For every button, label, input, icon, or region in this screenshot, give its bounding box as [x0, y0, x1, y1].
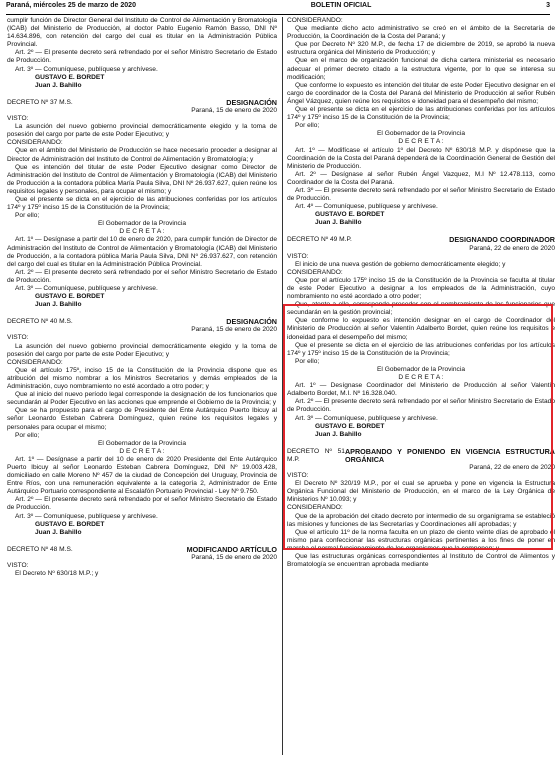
paragraph: Que conforme lo expuesto es intención del titular de este Poder Ejecutivo designar en el cargo de coordinador de la Costa del Paraná del Ministerio de Producción al señor Rubén Ángel Vázquez, quien reúne los requisitos e idoneidad para el desempeño del mismo; — [287, 81, 555, 105]
section-label: VISTO: — [287, 252, 309, 260]
paragraph: Art. 1º — Desígnase a partir del 10 de enero de 2020 Presidente del Ente Autárquico Puerto Ibicuy al señor Leonardo Esteban Cabrera Domínguez, DNI Nº 19.003.428, domiciliado en calle Moreno Nº 457 de la ciudad de Concepción del Uruguay, Provincia de Entre Ríos, con una remuneración equivalente a la categoría 2, Administrador de Ente Autárquico Portuario correspondiente al Escalafón Portuario Provincial - Ley Nº 9.750. — [7, 455, 277, 496]
paragraph: Art. 2º — El presente decreto será refrendado por el señor Ministro Secretario de Estado de Producción. — [287, 398, 555, 414]
signature-minister: Juan J. Bahillo — [315, 430, 362, 438]
section-label: CONSIDERANDO: — [7, 358, 63, 366]
paragraph: Que se ha propuesto para el cargo de Presidente del Ente Autárquico Puerto Ibicuy al señor Leonardo Esteban Cabrera Domínguez, quien reúne los requisitos legales y personales para ocupar el mismo; — [7, 407, 277, 431]
paragraph: Art. 1º — Modifícase el artículo 1º del Decreto Nº 630/18 M.P. y dispónese que la Coordinación de la Costa del Paraná dependerá de la Coordinación General de Gestión del Ministerio de Producción. — [287, 146, 555, 170]
decree-title: DESIGNANDO COORDINADOR — [449, 235, 555, 245]
signature-governor: GUSTAVO E. BORDET — [35, 520, 105, 528]
paragraph: Por ello; — [295, 122, 320, 130]
spacer — [7, 309, 277, 314]
paragraph: Que el presente se dicta en el ejercicio de las atribuciones conferidas por los artículos 174º y 175º inciso 15 de la Constitución de la Provincia; — [287, 341, 555, 357]
paragraph: Que mediante dicho acto administrativo se creó en el ámbito de la Secretaría de Producción, la Coordinación de la Costa del Paraná; y — [287, 25, 555, 41]
decree-formula: D E C R E T A : — [119, 447, 165, 455]
paragraph: Art. 3º — Comuníquese, publíquese y archívese. — [15, 512, 158, 520]
spacer — [7, 537, 277, 542]
signature-minister: Juan J. Bahillo — [315, 219, 362, 227]
section-label: VISTO: — [7, 334, 29, 342]
decree-formula: D E C R E T A : — [119, 228, 165, 236]
decree-header — [7, 99, 277, 107]
paragraph: Por ello; — [15, 212, 40, 220]
decree-header — [7, 546, 277, 554]
decree-title: APROBANDO Y PONIENDO EN VIGENCIA ESTRUCTURA ORGÁNICA — [344, 446, 555, 464]
decree-title: DESIGNACIÓN — [226, 97, 277, 107]
section-label: CONSIDERANDO: — [7, 139, 63, 147]
section-label: VISTO: — [7, 562, 29, 569]
decree-number: DECRETO Nº 48 M.S. — [7, 545, 73, 553]
decree-date: Paraná, 15 de enero de 2020 — [191, 106, 277, 114]
paragraph: Que en el ámbito del Ministerio de Producción se hace necesario proceder a designar al Director de Administración del Instituto de Control de Alimentación y Bromatología; y — [7, 147, 277, 163]
paragraph: Art. 2º — Desígnase al señor Rubén Ángel Vazquez, M.I Nº 12.478.113, como Coordinador de la Costa del Paraná. — [287, 170, 555, 186]
decree-formula: El Gobernador de la Provincia — [98, 439, 186, 447]
paragraph: Art. 3º — Comuníquese, publíquese y archívese. — [15, 285, 158, 292]
highlight-box-decreto-49 — [283, 304, 553, 550]
decree-header — [7, 318, 277, 326]
paragraph: Que las estructuras orgánicas correspondientes al Instituto de Control de Alimentos y Bromatología se encuentran aprobada mediante — [287, 553, 555, 569]
decree-title: MODIFICANDO ARTÍCULO — [186, 544, 277, 554]
signature-minister: Juan J. Bahillo — [35, 81, 82, 89]
paragraph: Art. 3º — El presente decreto será refrendado por el señor Ministro Secretario de Estado de Producción. — [287, 186, 555, 203]
section-label: CONSIDERANDO: — [287, 504, 343, 512]
paragraph: Que conforme lo expuesto es intención designar en el cargo de Coordinador del Ministerio de Producción al señor Valentín Adalberto Bordet, quien reúne los requisitos e idoneidad para el desempeño del mismo; — [287, 317, 555, 341]
paragraph: La asunción del nuevo gobierno provincial democráticamente elegido y la toma de posesión del cargo por parte de este Poder Ejecutivo; y — [7, 123, 277, 139]
spacer — [287, 227, 555, 232]
header-page-number: 3 — [546, 2, 550, 9]
page-header — [6, 2, 550, 15]
paragraph: Que al inicio del nuevo período legal corresponde la designación de los funcionarios que secundarán al Poder Ejecutivo en las acciones que emprende el Gobierno de la Provincia; y — [7, 391, 277, 407]
section-label: cumplir función de Director General del Instituto de Control de Alimentación y Bromatología (ICAB) del Ministerio de Producción, al doctor Pablo Eugenio Ramón Basso, DNI Nº 14.634.896, con retención del cargo del cual es titular en la Administración Pública Provincial. — [7, 17, 277, 49]
paragraph: La asunción del nuevo gobierno provincial democráticamente elegido y la toma de posesión del cargo por parte de este Poder Ejecutivo; y — [7, 342, 277, 358]
paragraph: Que en el marco de organización funcional de dicha cartera ministerial es necesario adecuar el primer decreto citado a la estructura vigente, por lo que se interesa su modificación; — [287, 57, 555, 81]
paragraph: Que es intención del titular de este Poder Ejecutivo designar como Director de Administración del Instituto de Control de Alimentación y Bromatología (ICAB) del Ministerio de Producción a la contadora pública María Paula Silva, DNI Nº 26.937.627, quien reúne los requisitos legales y personales, para ocupar el mismo; y — [7, 163, 277, 195]
paragraph: Art. 2º — El presente decreto será refrendado por el señor Ministro Secretario de Estado de Producción. — [7, 49, 277, 65]
section-label: CONSIDERANDO: — [287, 268, 343, 276]
spacer — [7, 90, 277, 95]
paragraph: El Decreto Nº 630/18 M.P.; y — [15, 570, 99, 578]
paragraph: Art. 3º — Comuníquese, publíquese y archívese. — [295, 414, 438, 422]
paragraph: Art. 1º — Desígnase Coordinador del Ministerio de Producción al señor Valentín Adalberto Bordet, M.I. Nº 16.328.040. — [287, 382, 555, 398]
decree-number: DECRETO Nº 49 M.P. — [287, 236, 352, 244]
signature-minister: Juan J. Bahillo — [35, 301, 82, 309]
paragraph: Por ello; — [295, 357, 320, 365]
signature-governor: GUSTAVO E. BORDET — [315, 422, 385, 430]
paragraph: Que el artículo 175º, inciso 15 de la Constitución de la Provincia dispone que es atribución del mismo nombrar a los Ministros Secretarios y demás empleados de la Administración, cuyo nombramiento no esté acordado a otro poder; y — [7, 366, 277, 391]
signature-governor: GUSTAVO E. BORDET — [35, 293, 105, 301]
decree-date: Paraná, 15 de enero de 2020 — [191, 326, 277, 334]
decree-title: DESIGNACIÓN — [226, 317, 277, 327]
decree-header — [287, 236, 555, 244]
decree-date: Paraná, 22 de enero de 2020 — [469, 244, 555, 252]
section-label: CONSIDERANDO: — [287, 17, 343, 24]
paragraph: Art. 2º — El presente decreto será refrendado por el señor Ministro Secretario de Estado de Producción. — [7, 268, 277, 284]
paragraph: Que el artículo 11º de la norma faculta en un plazo de ciento veinte días de aprobado el mismo para confeccionar las estructuras orgánicas pertinentes a los fines de poner en marcha el normal funcionamiento de los organismos que la componen; y — [287, 528, 555, 552]
section-label: VISTO: — [7, 115, 29, 123]
decree-formula: El Gobernador de la Provincia — [98, 220, 186, 228]
paragraph: Que, atento a ello, corresponde proceder con el nombramiento de los funcionarios que secundarán en la gestión provincial; — [287, 301, 555, 317]
paragraph: El inicio de una nueva gestión de gobierno democráticamente elegido; y — [295, 260, 506, 268]
signature-governor: GUSTAVO E. BORDET — [35, 73, 105, 81]
paragraph: Art. 1º — Desígnase a partir del 10 de enero de 2020, para cumplir función de Director de Administración del Instituto de Control de Alimentación y Bromatología (ICAB) del Ministerio de Producción, a la contadora pública María Paula Silva, DNI Nº 26.937.627, con retención del cargo del cual es titular en la Administración Pública Provincial. — [7, 236, 277, 268]
paragraph: Que el presente se dicta en el ejercicio de las atribuciones conferidas por los artículos 174º y 175º inciso 15 de la Constitución de la Provincia; — [7, 195, 277, 212]
header-date: Paraná, miércoles 25 de marzo de 2020 — [6, 2, 136, 9]
signature-governor: GUSTAVO E. BORDET — [315, 211, 385, 219]
paragraph: Que por Decreto Nº 320 M.P., de fecha 17 de diciembre de 2019, se aprobó la nueva estructura orgánica del Ministerio de Producción; y — [287, 41, 555, 57]
paragraph: Que el presente se dicta en el ejercicio de las atribuciones conferidas por los artículos 174º y 175º inciso 15 de la Constitución de la Provincia; — [287, 106, 555, 122]
paragraph: Que por el artículo 175º inciso 15 de la Constitución de la Provincia se faculta al titular de este Poder Ejecutivo a designar a los empleados de la Administración, cuyo nombramiento no esté acordado a otro poder; — [287, 276, 555, 301]
decree-number: DECRETO Nº 51 M.P. — [287, 447, 345, 463]
decree-formula: D E C R E T A : — [398, 138, 444, 146]
left-column — [7, 17, 277, 755]
paragraph: El Decreto Nº 320/19 M.P., por el cual se aprueba y pone en vigencia la Estructura Orgánica Funcional del Ministerio de Producción, en el marco de la Ley Orgánica de Ministerios Nº 10.093; y — [287, 480, 555, 504]
header-publication: BOLETIN OFICIAL — [310, 2, 372, 9]
paragraph: Que de la aprobación del citado decreto por intermedio de su organigrama se estableció las misiones y funciones de las Secretarías y Coordinaciones allí aprobadas; y — [287, 512, 555, 528]
decree-number: DECRETO Nº 40 M.S. — [7, 318, 73, 326]
paragraph: Art. 4º — Comuníquese, publíquese y archívese. — [295, 203, 438, 211]
decree-date: Paraná, 15 de enero de 2020 — [191, 553, 277, 561]
decree-formula: El Gobernador de la Provincia — [377, 130, 465, 138]
decree-number: DECRETO Nº 37 M.S. — [7, 98, 73, 106]
decree-date: Paraná, 22 de enero de 2020 — [469, 463, 555, 471]
decree-formula: D E C R E T A : — [398, 374, 444, 382]
paragraph: Por ello; — [15, 431, 40, 439]
paragraph: Art. 2º — El presente decreto será refrendado por el señor Ministro Secretario de Estado de Producción. — [7, 496, 277, 512]
section-label: VISTO: — [287, 472, 309, 480]
signature-minister: Juan J. Bahillo — [35, 528, 82, 536]
paragraph: Art. 3º — Comuníquese, publíquese y archívese. — [15, 65, 158, 73]
decree-formula: El Gobernador de la Provincia — [377, 365, 465, 373]
